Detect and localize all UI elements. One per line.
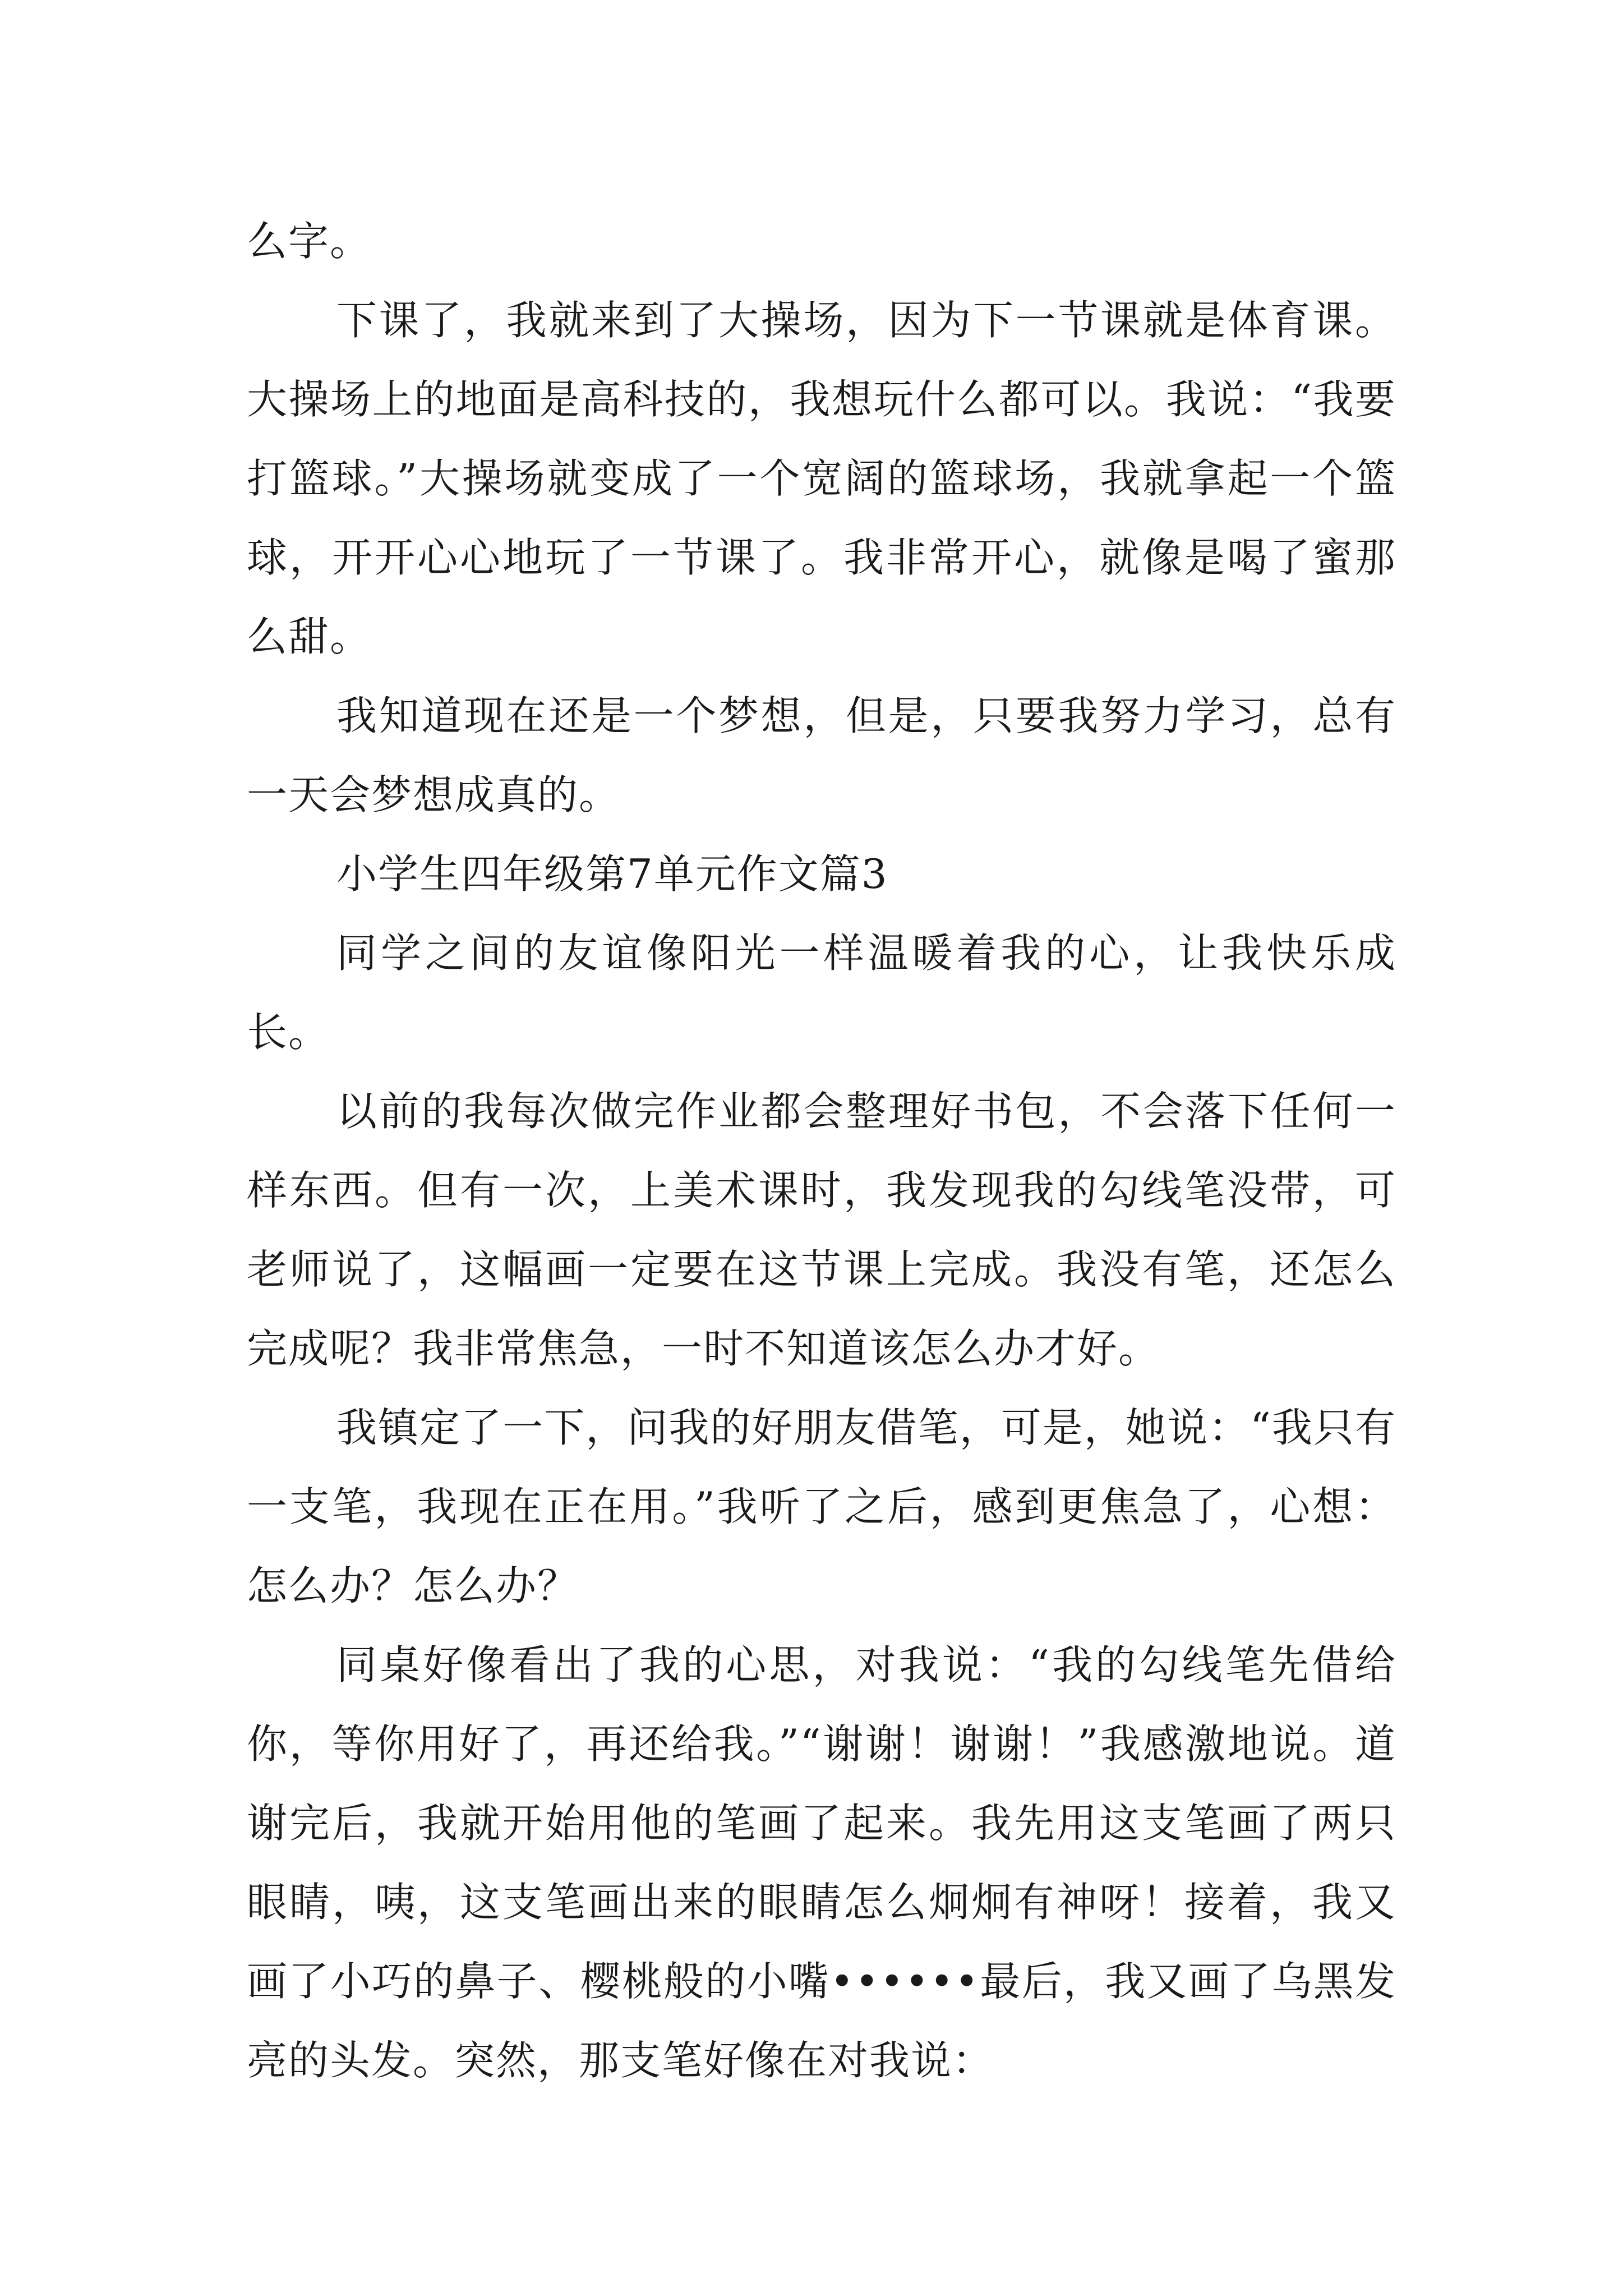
paragraph-playground: 下课了，我就来到了大操场，因为下一节课就是体育课。大操场上的地面是高科技的，我想玩什么都可以。我说：“我要打篮球。”大操场就变成了一个宽阔的篮球场，我就拿起一个篮球，开开心心地玩了一节课了。我非常开心，就像是喝了蜜那么甜。 xyxy=(247,297,1396,660)
paragraph-forgot-pen: 以前的我每次做完作业都会整理好书包，不会落下任何一样东西。但有一次，上美术课时，我发现我的勾线笔没带，可老师说了，这幅画一定要在这节课上完成。我没有笔，还怎么完成呢？我非常焦急，一时不知道该怎么办才好。 xyxy=(247,1088,1396,1372)
essay-section-heading: 小学生四年级第7单元作文篇3 xyxy=(336,850,888,898)
paragraph-deskmate-lends: 同桌好像看出了我的心思，对我说：“我的勾线笔先借给你，等你用好了，再还给我。”“谢谢！谢谢！”我感激地说。道谢完后，我就开始用他的笔画了起来。我先用这支笔画了两只眼睛，咦，这支笔画出来的眼睛怎么炯炯有神呀！接着，我又画了小巧的鼻子、樱桃般的小嘴••••••最后，我又画了乌黑发亮的头发。突然，那支笔好像在对我说： xyxy=(247,1641,1396,2084)
paragraph-ask-friend: 我镇定了一下，问我的好朋友借笔，可是，她说：“我只有一支笔，我现在正在用。”我听了之后，感到更焦急了，心想：怎么办？怎么办？ xyxy=(247,1404,1396,1609)
paragraph-continuation: 么字。 xyxy=(247,218,372,265)
essay-text-column xyxy=(247,202,1396,2100)
paragraph-friendship: 同学之间的友谊像阳光一样温暖着我的心，让我快乐成长。 xyxy=(247,930,1396,1056)
paragraph-dream: 我知道现在还是一个梦想，但是，只要我努力学习，总有一天会梦想成真的。 xyxy=(247,692,1396,818)
